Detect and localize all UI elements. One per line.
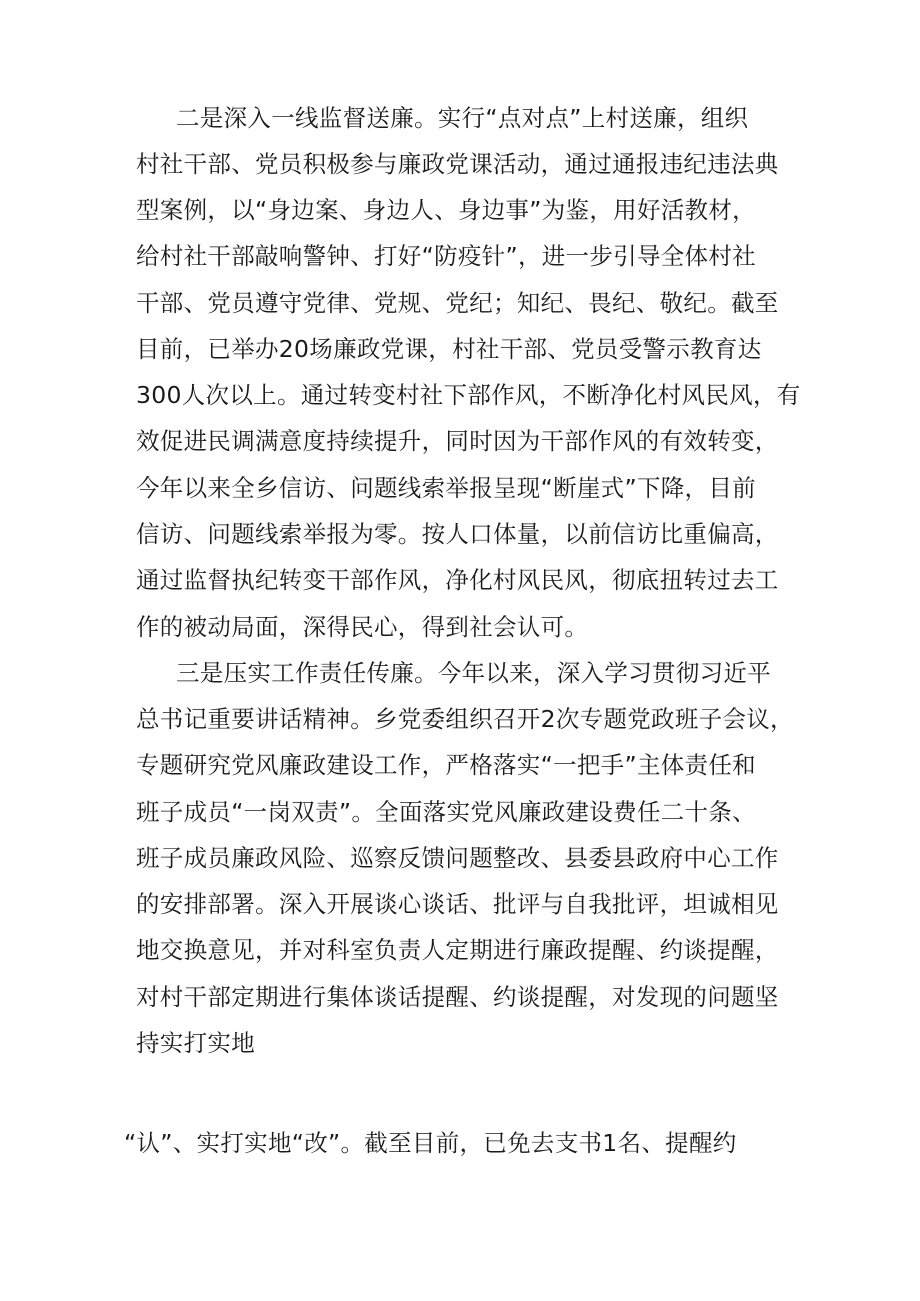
- paragraph-line: 三是压实工作责任传廉。今年以来，深入学习贯彻习近平: [176, 659, 771, 687]
- paragraph-line: 干部、党员遵守党律、党规、党纪；知纪、畏纪、敬纪。截至: [136, 289, 779, 317]
- paragraph-line: 二是深入一线监督送廉。实行“点对点”上村送廉，组织: [176, 104, 749, 132]
- paragraph-line: 的安排部署。深入开展谈心谈话、批评与自我批评，坦诚相见: [136, 890, 779, 918]
- paragraph-line: 对村干部定期进行集体谈话提醒、约谈提醒，对发现的问题坚: [136, 983, 779, 1011]
- paragraph-line: 总书记重要讲话精神。乡党委组织召开2次专题党政班子会议，: [136, 705, 794, 733]
- paragraph-line: 地交换意见，并对科室负责人定期进行廉政提醒、约谈提醒，: [136, 936, 779, 964]
- paragraph-line: 信访、问题线索举报为零。按人口体量，以前信访比重偏高，: [136, 520, 779, 548]
- paragraph-line: 村社干部、党员积极参与廉政党课活动，通过通报违纪违法典: [136, 150, 779, 178]
- paragraph-line: 给村社干部敲响警钟、打好“防疫针”，进一步引导全体村社: [136, 242, 756, 270]
- paragraph-line: 型案例，以“身边案、身边人、身边事”为鉴，用好活教材，: [136, 196, 756, 224]
- paragraph-line: 持实打实地: [136, 1029, 255, 1057]
- paragraph-line: 作的被动局面，深得民心，得到社会认可。: [136, 613, 589, 641]
- paragraph-line: “认”、实打实地“改”。截至目前，已免去支书1名、提醒约: [124, 1129, 737, 1157]
- paragraph-line: 效促进民调满意度持续提升，同时因为干部作风的有效转变，: [136, 427, 779, 455]
- paragraph-line: 目前，已举办20场廉政党课，村社干部、党员受警示教育达: [136, 335, 762, 363]
- paragraph-line: 今年以来全乡信访、问题线索举报呈现“断崖式”下降，目前: [136, 474, 756, 502]
- paragraph-line: 班子成员廉政风险、巡察反馈问题整改、县委县政府中心工作: [136, 844, 779, 872]
- paragraph-line: 300人次以上。通过转变村社下部作风，不断净化村风民风，有: [136, 381, 801, 409]
- paragraph-line: 班子成员“一岗双责”。全面落实党风廉政建设费任二十条、: [136, 798, 756, 826]
- paragraph-line: 通过监督执纪转变干部作风，净化村风民风，彻底扭转过去工: [136, 566, 779, 594]
- paragraph-line: 专题研究党风廉政建设工作，严格落实“一把手”主体责任和: [136, 751, 756, 779]
